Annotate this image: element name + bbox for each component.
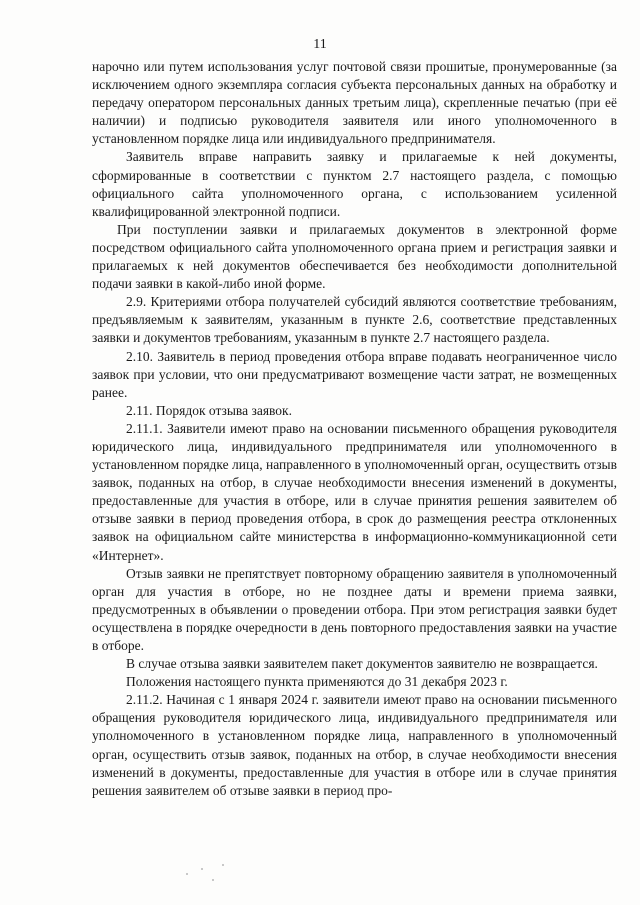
scan-speck [186,873,188,875]
page-number: 11 [313,37,327,52]
paragraph-validity-2023: Положения настоящего пункта применяются до 31 декабря 2023 г. [126,674,508,690]
scan-speck [201,868,203,870]
paragraph-repeat-application: Отзыв заявки не препятствует повторному обращению заявителя в уполномоченный орган для участия в отборе, но не позднее даты и времени приема заявки, предусмотренных в объявлении о проведении отбора. При этом регистрация заявки будет осуществлена в порядке очередности в день повторного предоставления заявки на участие в отборе. [92,565,617,653]
paragraph-withdrawal-2024: 2.11.2. Начиная с 1 января 2024 г. заявители имеют право на основании письменного обращения руководителя юридического лица, индивидуального предпринимателя или уполномоченного в установленном порядке лица, направленного в уполномоченный орган, осуществить отзыв заявок, поданных на отбор, в случае необходимости внесения изменений в документы, предоставленные для участия в отборе или в случае принятия решения заявителем об отзыве заявки в период про- [92,692,617,798]
paragraph-selection-criteria: 2.9. Критериями отбора получателей субсидий являются соответствие требованиям, предъявляемым к заявителям, указанным в пункте 2.6, соответствие представленных заявки и документов требованиям, указанным в пункте 2.7 настоящего раздела. [92,294,617,346]
scan-speck [222,864,224,866]
paragraph-submission-method: нарочно или путем использования услуг почтовой связи прошитые, пронумерованные (за исключением одного экземпляра согласия субъекта персональных данных на обработку и передачу оператором персональных данных третьим лица), скрепленные печатью (при её наличии) и подписью руководителя заявителя или иного уполномоченного в установленном порядке лица или индивидуального предпринимателя. [92,59,617,147]
paragraph-documents-not-returned: В случае отзыва заявки заявителем пакет документов заявителю не возвращается. [126,656,598,672]
document-body [92,58,617,800]
scan-speck [212,879,214,881]
paragraph-electronic-registration: При поступлении заявки и прилагаемых документов в электронной форме посредством официального сайта уполномоченного органа прием и регистрация заявки и прилагаемых к ней документов обеспечивается без необходимости дополнительной подачи заявки в какой-либо иной форме. [92,221,617,292]
paragraph-electronic-submission: Заявитель вправе направить заявку и прилагаемые к ней документы, сформированные в соответствии с пунктом 2.7 настоящего раздела, с помощью официального сайта уполномоченного органа, с использованием усиленной квалифицированной электронной подписи. [92,149,617,219]
paragraph-unlimited-applications: 2.10. Заявитель в период проведения отбора вправе подавать неограниченное число заявок при условии, что они предусматривают возмещение части затрат, не возмещенных ранее. [92,348,617,400]
paragraph-withdrawal-heading: 2.11. Порядок отзыва заявок. [126,402,292,418]
paragraph-withdrawal-rights: 2.11.1. Заявители имеют право на основании письменного обращения руководителя юридического лица, индивидуального предпринимателя или уполномоченного в установленном порядке лица, направленного в уполномоченный орган, осуществить отзыв заявок, поданных на отбор, в случае необходимости внесения изменений в документы, предоставленные для участия в отборе, или в случае принятия решения заявителем об отзыве заявки в период проведения отбора, в срок до размещения реестра отклоненных заявок на официальном сайте министерства в информационно-коммуникационной сети «Интернет». [92,420,617,563]
